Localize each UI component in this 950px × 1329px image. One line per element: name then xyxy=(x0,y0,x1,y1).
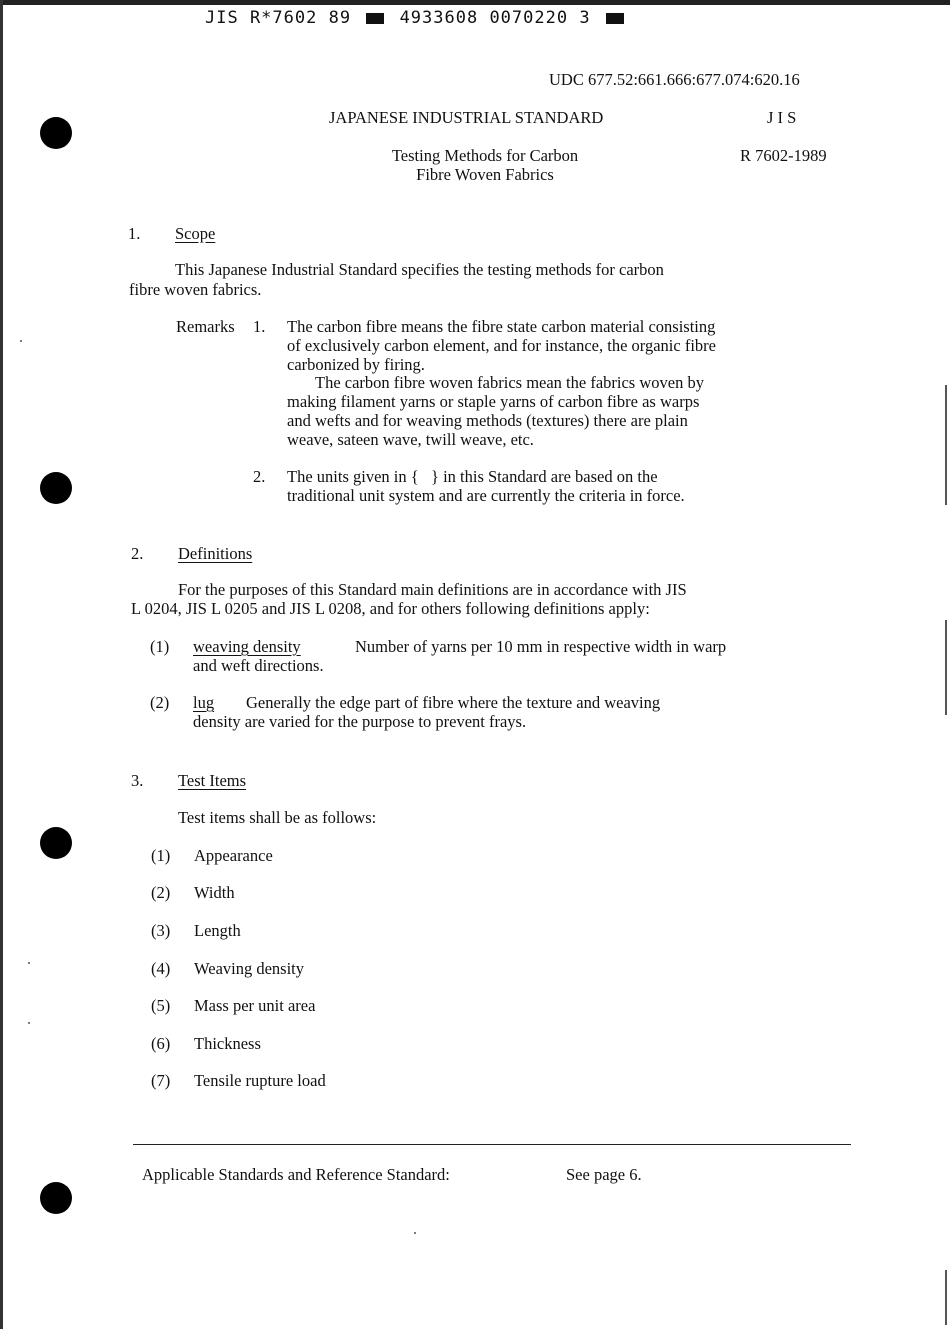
list-item-number: (6) xyxy=(151,1034,171,1053)
list-item-number: (4) xyxy=(151,959,171,978)
speck xyxy=(20,340,22,342)
scope-text-line: This Japanese Industrial Standard specifies the testing methods for carbon xyxy=(175,260,664,279)
remark-line: The units given in { } in this Standard are based on the xyxy=(287,467,658,486)
list-item: Mass per unit area xyxy=(194,996,316,1015)
remark-line: carbonized by firing. xyxy=(287,355,425,374)
udc-code: UDC 677.52:661.666:677.074:620.16 xyxy=(549,70,800,89)
definition-text: density are varied for the purpose to prevent frays. xyxy=(193,712,527,731)
test-items-intro: Test items shall be as follows: xyxy=(178,808,377,827)
section-heading-test-items: Test Items xyxy=(178,771,247,790)
definition-term: lug xyxy=(193,693,215,712)
remark-line: making filament yarns or staple yarns of carbon fibre as warps xyxy=(287,392,700,411)
list-item: Length xyxy=(194,921,241,940)
catalog-code-left: JIS R*7602 89 xyxy=(205,8,352,28)
section-heading-definitions: Definitions xyxy=(178,544,253,563)
list-item-number: (3) xyxy=(151,921,171,940)
punch-hole xyxy=(40,827,72,859)
remarks-label: Remarks xyxy=(176,317,235,336)
list-item: Thickness xyxy=(194,1034,261,1053)
list-item: Width xyxy=(194,883,235,902)
left-border xyxy=(0,0,3,1329)
top-border xyxy=(0,0,950,5)
remark-number: 1. xyxy=(253,317,266,336)
right-edge-mark xyxy=(945,620,947,715)
right-edge-mark xyxy=(945,385,947,505)
list-item: Tensile rupture load xyxy=(194,1071,326,1090)
definition-text: Generally the edge part of fibre where the texture and weaving xyxy=(246,693,661,712)
standard-name: JAPANESE INDUSTRIAL STANDARD xyxy=(329,108,604,127)
jis-mark: J I S xyxy=(767,108,797,127)
definition-term: weaving density xyxy=(193,637,301,656)
definition-text: Number of yarns per 10 mm in respective width in warp xyxy=(355,637,727,656)
remark-line: The carbon fibre woven fabrics mean the fabrics woven by xyxy=(315,373,704,392)
footer-rule xyxy=(133,1144,851,1145)
footer-reference: See page 6. xyxy=(566,1165,642,1184)
black-block xyxy=(606,13,624,24)
remark-line: traditional unit system and are currently the criteria in force. xyxy=(287,486,685,505)
right-edge-mark xyxy=(945,1270,947,1325)
section-heading-scope: Scope xyxy=(175,224,216,243)
section-number: 1. xyxy=(128,224,141,243)
catalog-code-right: 4933608 0070220 3 xyxy=(399,8,591,28)
speck xyxy=(28,962,30,964)
list-item-number: (2) xyxy=(151,883,171,902)
standard-number: R 7602-1989 xyxy=(740,146,827,165)
definition-text: and weft directions. xyxy=(193,656,324,675)
remark-line: weave, sateen wave, twill weave, etc. xyxy=(287,430,534,449)
remark-line: and wefts and for weaving methods (textures) there are plain xyxy=(287,411,688,430)
remark-line: The carbon fibre means the fibre state carbon material consisting xyxy=(287,317,716,336)
remark-line: of exclusively carbon element, and for instance, the organic fibre xyxy=(287,336,716,355)
title-line-1: Testing Methods for Carbon xyxy=(391,146,579,165)
definitions-intro-line: L 0204, JIS L 0205 and JIS L 0208, and for others following definitions apply: xyxy=(131,599,650,618)
punch-hole xyxy=(40,117,72,149)
speck xyxy=(28,1022,30,1024)
punch-hole xyxy=(40,1182,72,1214)
speck xyxy=(414,1232,416,1234)
punch-hole xyxy=(40,472,72,504)
definition-number: (1) xyxy=(150,637,170,656)
remark-number: 2. xyxy=(253,467,266,486)
list-item-number: (1) xyxy=(151,846,171,865)
catalog-code xyxy=(205,8,628,28)
section-number: 2. xyxy=(131,544,144,563)
list-item-number: (7) xyxy=(151,1071,171,1090)
section-number: 3. xyxy=(131,771,144,790)
list-item: Weaving density xyxy=(194,959,305,978)
footer-label: Applicable Standards and Reference Standard: xyxy=(142,1165,450,1184)
list-item-number: (5) xyxy=(151,996,171,1015)
definition-number: (2) xyxy=(150,693,170,712)
scope-text-line: fibre woven fabrics. xyxy=(129,280,262,299)
definitions-intro-line: For the purposes of this Standard main definitions are in accordance with JIS xyxy=(178,580,687,599)
list-item: Appearance xyxy=(194,846,273,865)
title-line-2: Fibre Woven Fabrics xyxy=(416,165,554,184)
black-block xyxy=(366,13,384,24)
